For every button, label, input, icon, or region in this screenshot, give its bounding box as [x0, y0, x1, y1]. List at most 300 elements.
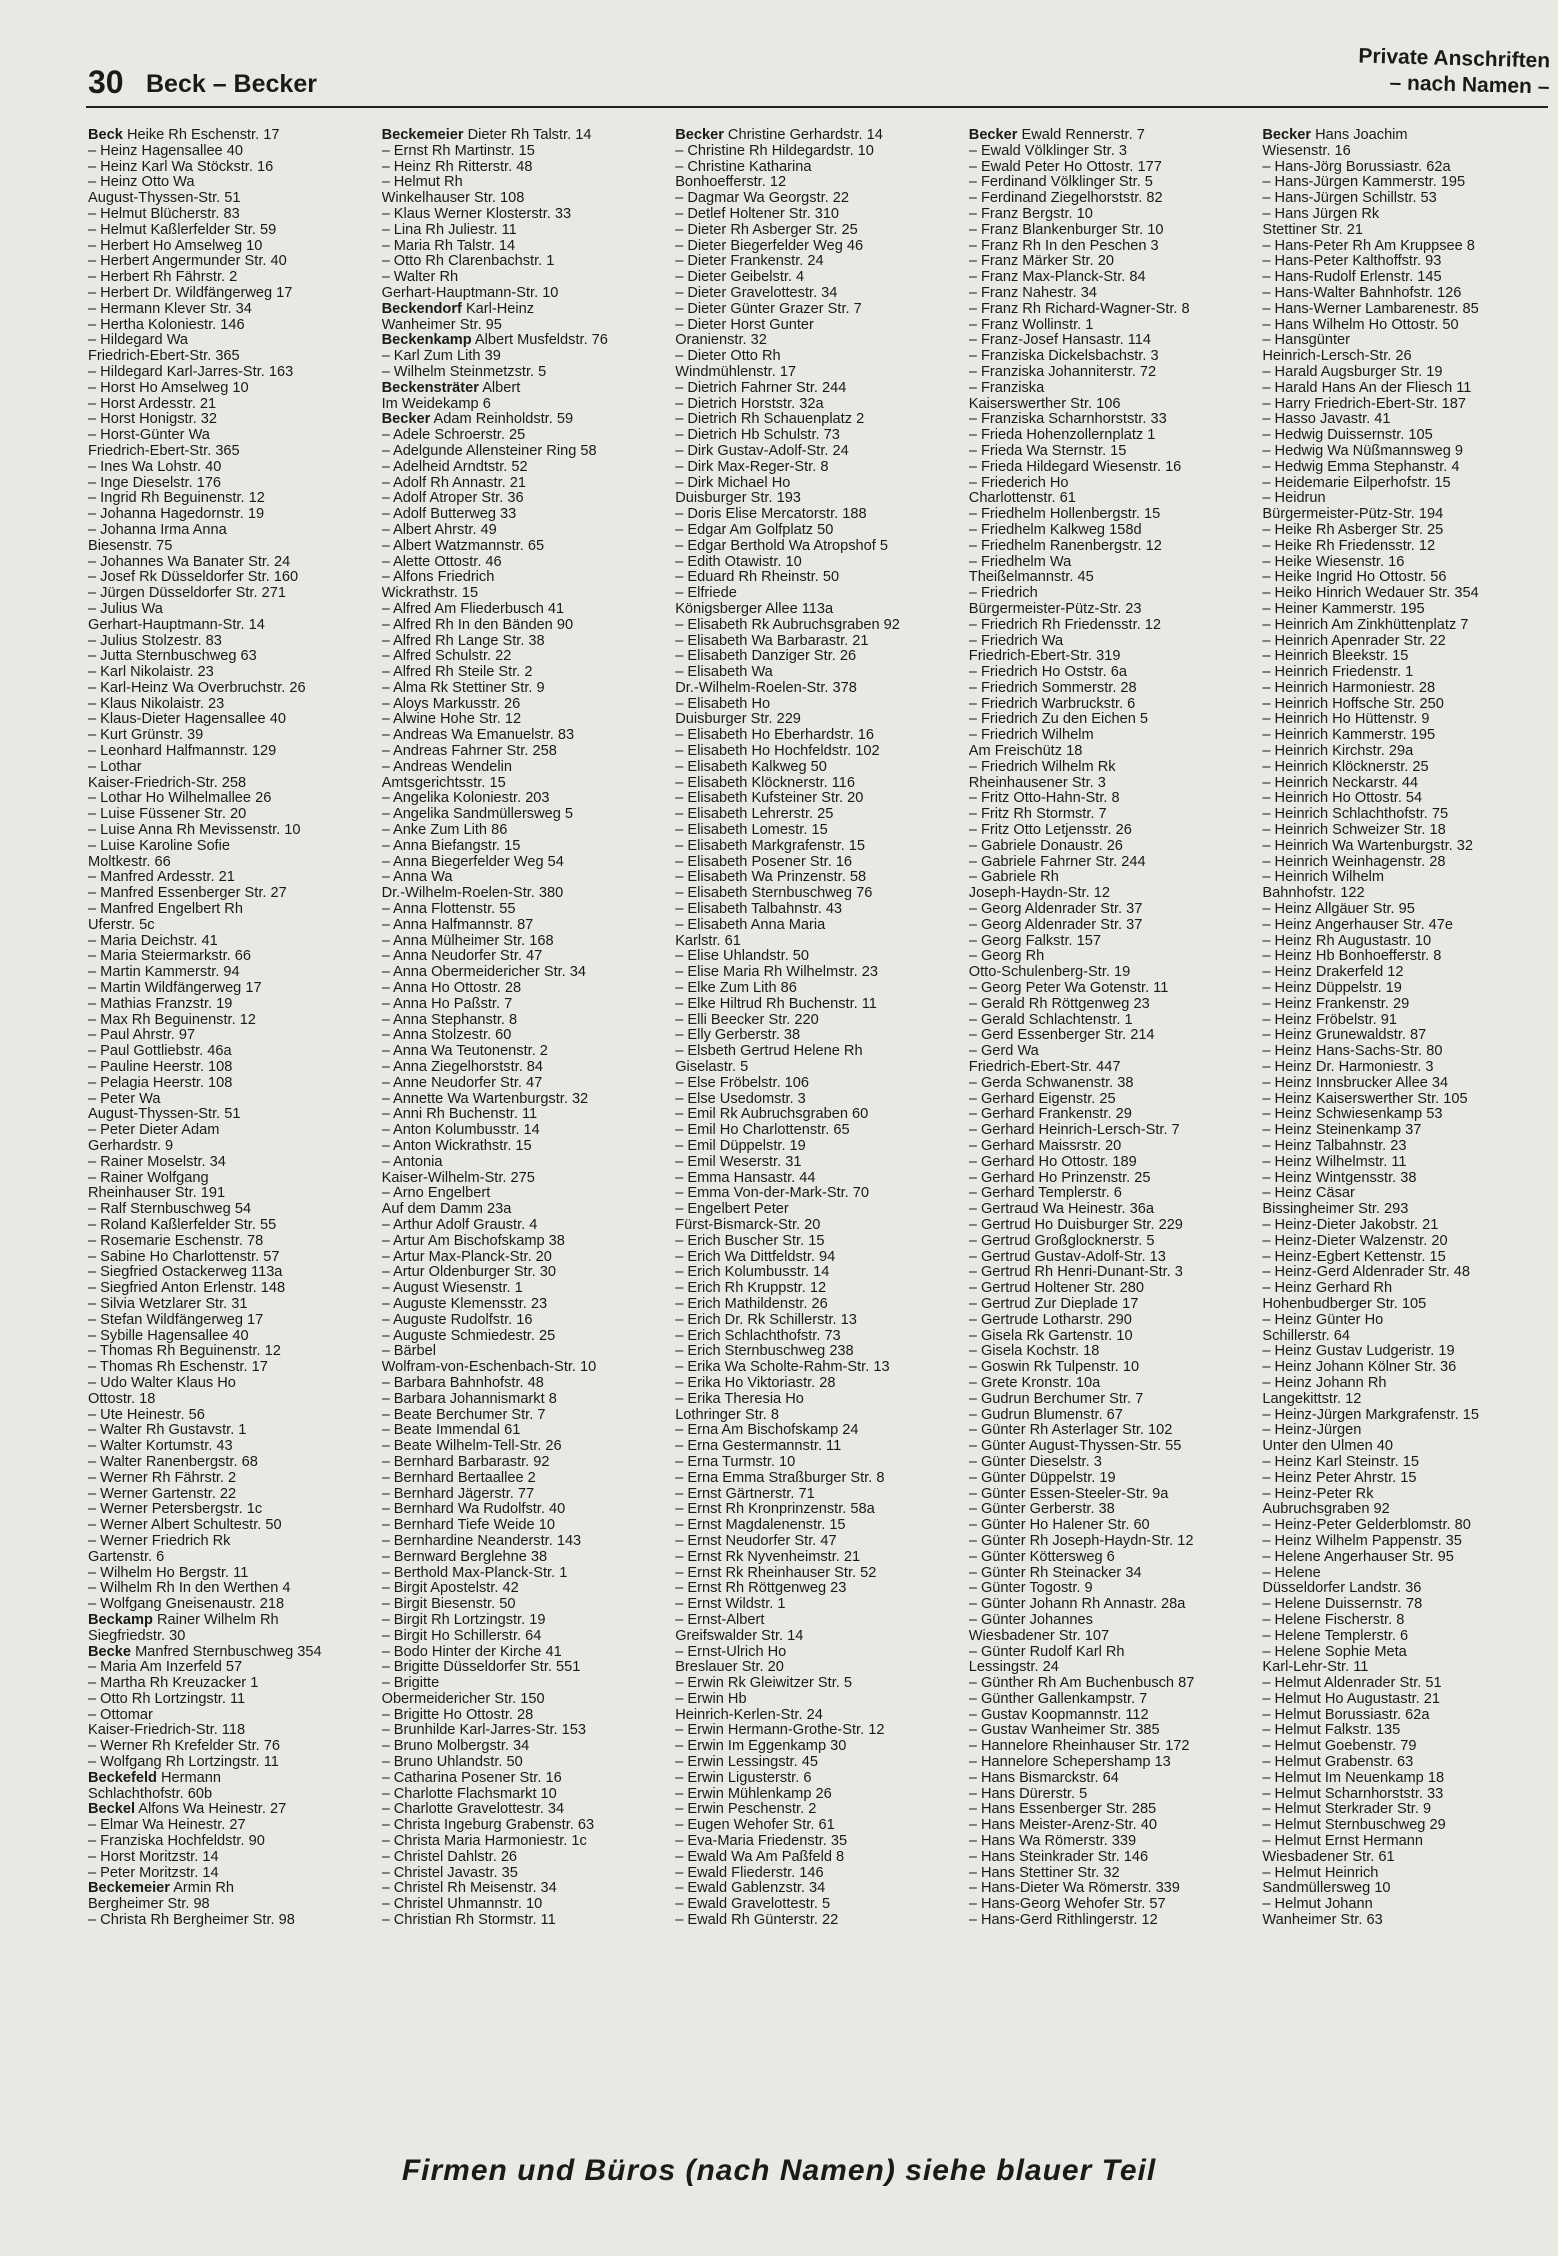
entry-text: – Ewald Peter Ho Ottostr. 177	[968, 159, 1162, 175]
list-item	[675, 570, 969, 586]
list-item	[969, 1297, 1263, 1313]
surname-heading: Beckenkamp	[381, 333, 472, 349]
list-item	[675, 349, 969, 365]
list-item	[675, 1123, 969, 1139]
entry-text: – Manfred Ardesstr. 21	[88, 870, 235, 886]
entry-text: – Anna Obermeidericher Str. 34	[381, 965, 587, 981]
list-item	[382, 1850, 676, 1866]
entry-text: – Franziska	[968, 380, 1045, 396]
list-item	[1262, 1471, 1556, 1487]
entry-text: – Adolf Atroper Str. 36	[381, 491, 524, 507]
entry-text: – Hans-Jürgen Schillstr. 53	[1262, 191, 1437, 207]
list-item	[969, 618, 1263, 634]
list-item	[1262, 1265, 1556, 1281]
entry-text: – Ewald Völklinger Str. 3	[968, 143, 1127, 159]
entry-text: Armin Rh	[169, 1881, 235, 1897]
list-item	[969, 586, 1263, 602]
list-item	[1262, 997, 1556, 1013]
entry-text: – Günter Togostr. 9	[968, 1581, 1093, 1597]
entry-text: – Rosemarie Eschenstr. 78	[88, 1233, 264, 1249]
list-item	[969, 1265, 1263, 1281]
entry-text: Winkelhauser Str. 108	[381, 191, 525, 207]
entry-text: Bahnhofstr. 122	[1262, 886, 1365, 902]
list-item	[382, 1866, 676, 1882]
list-item	[675, 476, 969, 492]
entry-text: – Helmut Sternbuschweg 29	[1262, 1818, 1446, 1834]
list-item	[675, 1550, 969, 1566]
list-item	[675, 412, 969, 428]
entry-text: – Heinz Rh Augustastr. 10	[1262, 933, 1432, 949]
list-item	[969, 1376, 1263, 1392]
entry-text: – Dieter Horst Gunter	[675, 317, 814, 333]
list-item	[88, 697, 382, 713]
entry-text: – Albert Watzmannstr. 65	[381, 538, 545, 554]
list-item	[1262, 365, 1556, 381]
entry-text: – Elisabeth Lehrerstr. 25	[675, 807, 834, 823]
list-item	[88, 223, 382, 239]
list-item	[382, 1107, 676, 1123]
entry-text: – Franz Rh Richard-Wagner-Str. 8	[968, 301, 1190, 317]
list-item	[1262, 1013, 1556, 1029]
entry-text: – Bernhard Tiefe Weide 10	[381, 1518, 555, 1534]
list-item	[675, 1771, 969, 1787]
list-item	[382, 1613, 676, 1629]
list-item	[1262, 1060, 1556, 1076]
list-item	[969, 1550, 1263, 1566]
list-item	[88, 1518, 382, 1534]
entry-text: Obermeidericher Str. 150	[381, 1691, 545, 1707]
list-item	[88, 318, 382, 334]
entry-text: – Ernst Gärtnerstr. 71	[675, 1486, 815, 1502]
entry-text: Bonhoefferstr. 12	[675, 175, 787, 191]
entry-text: – Hans Meister-Arenz-Str. 40	[968, 1818, 1157, 1834]
entry-text: – Eugen Wehofer Str. 61	[675, 1818, 835, 1834]
list-item	[969, 1028, 1263, 1044]
list-item	[88, 428, 382, 444]
list-item	[675, 254, 969, 270]
entry-text: – Bernhard Barbarastr. 92	[381, 1454, 550, 1470]
entry-text: – Lothar	[88, 759, 142, 775]
entry-text: – Elise Maria Rh Wilhelmstr. 23	[675, 965, 878, 981]
list-item	[88, 349, 382, 365]
surname-heading: Becker	[968, 128, 1018, 143]
entry-text: – Günter Johannes	[968, 1612, 1093, 1628]
list-item	[382, 381, 676, 397]
entry-text: – Frieda Wa Sternstr. 15	[968, 443, 1127, 459]
entry-text: – Heinz Innsbrucker Allee 34	[1262, 1075, 1449, 1091]
list-item	[675, 807, 969, 823]
list-item	[1262, 523, 1556, 539]
list-item	[969, 318, 1263, 334]
entry-text: – Heinrich Hoffsche Str. 250	[1262, 696, 1444, 712]
list-item	[88, 934, 382, 950]
entry-text: – Angelika Koloniestr. 203	[381, 791, 550, 807]
list-item	[969, 460, 1263, 476]
entry-text: – Gisela Rk Gartenstr. 10	[968, 1328, 1133, 1344]
entry-text: – Harry Friedrich-Ebert-Str. 187	[1262, 396, 1466, 412]
entry-text: – Adele Schroerstr. 25	[381, 428, 526, 444]
list-item	[1262, 902, 1556, 918]
list-item	[1262, 144, 1556, 160]
list-item	[969, 934, 1263, 950]
entry-text: – Erwin Rk Gleiwitzer Str. 5	[675, 1676, 852, 1692]
entry-text: – Erwin Peschenstr. 2	[675, 1802, 817, 1818]
surname-heading: Beckel	[88, 1802, 136, 1818]
entry-text: – Heinz-Egbert Kettenstr. 15	[1262, 1249, 1446, 1265]
entry-text: – Lothar Ho Wilhelmallee 26	[88, 791, 272, 807]
entry-text: – Heiko Hinrich Wedauer Str. 354	[1262, 586, 1479, 602]
list-item	[1262, 1818, 1556, 1834]
list-item	[675, 1092, 969, 1108]
entry-text: – Karl Nikolaistr. 23	[88, 665, 214, 681]
list-item	[88, 1313, 382, 1329]
entry-text: – Bernhard Bertaallee 2	[381, 1470, 536, 1486]
entry-text: – Walter Rh	[381, 270, 459, 286]
entry-text: – Birgit Ho Schillerstr. 64	[381, 1628, 542, 1644]
list-item	[382, 1645, 676, 1661]
list-item	[382, 634, 676, 650]
list-item	[88, 302, 382, 318]
entry-text: – Heinrich Harmoniestr. 28	[1262, 680, 1436, 696]
page-number: 30	[88, 64, 124, 100]
entry-text: – Heinz Hans-Sachs-Str. 80	[1262, 1044, 1443, 1060]
surname-heading: Becker	[381, 412, 431, 428]
list-item	[382, 886, 676, 902]
entry-text: – Elke Hiltrud Rh Buchenstr. 11	[675, 996, 877, 1012]
list-item	[382, 412, 676, 428]
entry-text: – Heinz-Peter Rk	[1262, 1486, 1374, 1502]
entry-text: – Helmut Aldenrader Str. 51	[1262, 1676, 1442, 1692]
entry-text: Amtsgerichtsstr. 15	[381, 775, 506, 791]
entry-text: – Wilhelm Rh In den Werthen 4	[88, 1581, 291, 1597]
list-item	[88, 1487, 382, 1503]
entry-text: Moltkestr. 66	[88, 854, 171, 870]
list-item	[382, 239, 676, 255]
entry-text: Karlstr. 61	[675, 933, 741, 949]
list-item	[969, 949, 1263, 965]
entry-text: – Helmut Grabenstr. 63	[1262, 1755, 1414, 1771]
entry-text: – Heinz Karl Wa Stöckstr. 16	[88, 159, 274, 175]
list-item	[88, 823, 382, 839]
list-item	[88, 1755, 382, 1771]
entry-text: – Gerhard Heinrich-Lersch-Str. 7	[968, 1123, 1180, 1139]
list-item	[1262, 712, 1556, 728]
list-item	[88, 618, 382, 634]
list-item	[969, 1597, 1263, 1613]
list-item	[88, 1534, 382, 1550]
entry-text: – Grete Kronstr. 10a	[968, 1375, 1101, 1391]
entry-text: – Fritz Otto Letjensstr. 26	[968, 823, 1132, 839]
entry-text: – Werner Rh Krefelder Str. 76	[88, 1739, 280, 1755]
list-item	[675, 1281, 969, 1297]
entry-text: Theißelmannstr. 45	[968, 570, 1094, 586]
list-item	[969, 144, 1263, 160]
list-item	[382, 555, 676, 571]
entry-text: – Harald Augsburger Str. 19	[1262, 364, 1443, 380]
list-item	[382, 1313, 676, 1329]
entry-text: – Gerd Wa	[968, 1044, 1039, 1060]
entry-text: – Herbert Rh Fährstr. 2	[88, 270, 238, 286]
entry-text: – Werner Gartenstr. 22	[88, 1486, 237, 1502]
entry-text: Manfred Sternbuschweg 354	[131, 1644, 322, 1660]
list-item	[969, 1866, 1263, 1882]
entry-text: – Gerald Schlachtenstr. 1	[968, 1012, 1133, 1028]
entry-text: Fürst-Bismarck-Str. 20	[675, 1217, 821, 1233]
list-item	[382, 839, 676, 855]
list-item	[382, 444, 676, 460]
entry-text: – Alfred Rh Lange Str. 38	[381, 633, 545, 649]
list-item	[382, 697, 676, 713]
entry-text: – Friedrich Ho Oststr. 6a	[968, 665, 1127, 681]
entry-text: – Heike Rh Friedensstr. 12	[1262, 538, 1436, 554]
entry-text: – Helene	[1262, 1565, 1321, 1581]
list-item	[88, 744, 382, 760]
entry-text: – Heinz Wintgensstr. 38	[1262, 1170, 1417, 1186]
entry-text: – Heinz Fröbelstr. 91	[1262, 1012, 1398, 1028]
list-item	[1262, 1044, 1556, 1060]
list-item	[969, 1092, 1263, 1108]
list-item	[88, 918, 382, 934]
list-item	[1262, 697, 1556, 713]
list-item	[969, 665, 1263, 681]
entry-text: Unter den Ulmen 40	[1262, 1439, 1393, 1455]
list-item	[88, 397, 382, 413]
entry-text: – Brunhilde Karl-Jarres-Str. 153	[381, 1723, 586, 1739]
list-item	[382, 507, 676, 523]
list-item	[675, 207, 969, 223]
list-item	[1262, 1550, 1556, 1566]
list-item	[675, 823, 969, 839]
entry-text: – Emil Rk Aubruchsgraben 60	[675, 1107, 869, 1123]
entry-text: – Hans-Peter Kalthoffstr. 93	[1262, 254, 1442, 270]
entry-text: – Erwin Hb	[675, 1691, 747, 1707]
entry-text: – Anna Ziegelhorststr. 84	[381, 1060, 544, 1076]
entry-text: – Julius Stolzestr. 83	[88, 633, 222, 649]
list-item	[382, 1676, 676, 1692]
entry-text: Auf dem Damm 23a	[381, 1202, 512, 1218]
list-item	[1262, 1392, 1556, 1408]
list-item	[382, 1408, 676, 1424]
entry-text: – Ute Heinestr. 56	[88, 1407, 205, 1423]
entry-text: – Roland Kaßlerfelder Str. 55	[88, 1217, 277, 1233]
list-item	[969, 902, 1263, 918]
entry-text: – Heinrich Weinhagenstr. 28	[1262, 854, 1446, 870]
header-rule	[86, 106, 1548, 108]
list-item	[382, 918, 676, 934]
list-item	[675, 1392, 969, 1408]
entry-text: – Heinz Schwiesenkamp 53	[1262, 1107, 1443, 1123]
entry-text: – Werner Petersbergstr. 1c	[88, 1502, 263, 1518]
entry-text: – Heinrich Kirchstr. 29a	[1262, 744, 1414, 760]
entry-text: Giselastr. 5	[675, 1060, 749, 1076]
entry-text: – Heinz Gustav Ludgeristr. 19	[1262, 1344, 1455, 1360]
entry-text: – Helene Angerhauser Str. 95	[1262, 1549, 1454, 1565]
list-item	[969, 523, 1263, 539]
entry-text: – Elmar Wa Heinestr. 27	[88, 1818, 246, 1834]
entry-text: – Dagmar Wa Georgstr. 22	[675, 191, 850, 207]
entry-text: – Heinrich Wa Wartenburgstr. 32	[1262, 838, 1473, 854]
list-item	[382, 1787, 676, 1803]
list-item	[88, 949, 382, 965]
entry-text: – Thomas Rh Beguinenstr. 12	[88, 1344, 281, 1360]
entry-text: – Heinrich Kammerstr. 195	[1262, 728, 1436, 744]
list-item	[382, 1028, 676, 1044]
list-item	[1262, 1107, 1556, 1123]
list-item	[382, 191, 676, 207]
entry-text: – Heinrich Schweizer Str. 18	[1262, 823, 1446, 839]
list-item	[1262, 1344, 1556, 1360]
entry-text: – Eduard Rh Rheinstr. 50	[675, 570, 840, 586]
entry-text: – Heinrich Klöcknerstr. 25	[1262, 759, 1429, 775]
entry-text: – Angelika Sandmüllersweg 5	[381, 807, 574, 823]
list-item	[88, 1186, 382, 1202]
entry-text: – Helmut Ernst Hermann	[1262, 1834, 1423, 1850]
list-item	[1262, 1313, 1556, 1329]
entry-text: – Anni Rh Buchenstr. 11	[381, 1107, 538, 1123]
entry-text: – Klaus Werner Klosterstr. 33	[381, 206, 572, 222]
list-item	[88, 1107, 382, 1123]
entry-text: – Heinrich Friedenstr. 1	[1262, 665, 1414, 681]
list-item	[88, 539, 382, 555]
entry-text: Friedrich-Ebert-Str. 365	[88, 443, 240, 459]
list-item	[969, 191, 1263, 207]
entry-text: – Alfred Schulstr. 22	[381, 649, 512, 665]
list-item	[675, 618, 969, 634]
list-item	[675, 286, 969, 302]
entry-text: – Günter Johann Rh Annastr. 28a	[968, 1597, 1186, 1613]
list-item	[1262, 397, 1556, 413]
list-item	[88, 1834, 382, 1850]
entry-text: – Friedhelm Hollenbergstr. 15	[968, 507, 1161, 523]
list-item	[1262, 1218, 1556, 1234]
list-item	[382, 1771, 676, 1787]
list-item	[88, 1139, 382, 1155]
entry-text: – Werner Friedrich Rk	[88, 1533, 231, 1549]
list-item	[382, 1818, 676, 1834]
list-item	[1262, 681, 1556, 697]
entry-text: Biesenstr. 75	[88, 538, 173, 554]
list-item	[1262, 333, 1556, 349]
entry-text: – Alfred Am Fliederbusch 41	[381, 601, 565, 617]
list-item	[969, 697, 1263, 713]
list-item	[1262, 1234, 1556, 1250]
entry-text: Christine Gerhardstr. 14	[723, 128, 883, 143]
entry-text: – Gertrud Ho Duisburger Str. 229	[968, 1217, 1183, 1233]
list-item	[88, 1250, 382, 1266]
list-item	[969, 1676, 1263, 1692]
entry-text: – Friedhelm Ranenbergstr. 12	[968, 538, 1162, 554]
list-item	[1262, 1787, 1556, 1803]
entry-text: – Bernhard Wa Rudolfstr. 40	[381, 1502, 566, 1518]
entry-text: – Gerhard Frankenstr. 29	[968, 1107, 1132, 1123]
list-item	[969, 1534, 1263, 1550]
entry-text: – Erna Am Bischofskamp 24	[675, 1423, 859, 1439]
entry-text: – Martin Kammerstr. 94	[88, 965, 240, 981]
list-item	[1262, 207, 1556, 223]
list-item	[88, 1076, 382, 1092]
entry-text: – Heinrich Ho Ottostr. 54	[1262, 791, 1423, 807]
entry-text: Alfons Wa Heinestr. 27	[135, 1802, 287, 1818]
entry-text: – Heinz Johann Kölner Str. 36	[1262, 1360, 1457, 1376]
list-item	[969, 1139, 1263, 1155]
entry-text: – Erwin Lessingstr. 45	[675, 1755, 818, 1771]
entry-text: – Helmut Sterkrader Str. 9	[1262, 1802, 1432, 1818]
list-item	[969, 397, 1263, 413]
surname-heading: Beckensträter	[381, 380, 479, 396]
list-item	[969, 286, 1263, 302]
entry-text: – Heinrich Apenrader Str. 22	[1262, 633, 1446, 649]
entry-text: – Gerhard Maissrstr. 20	[968, 1139, 1122, 1154]
entry-text: – Friedrich	[968, 586, 1038, 602]
list-item	[88, 791, 382, 807]
list-item	[88, 760, 382, 776]
list-item	[969, 1186, 1263, 1202]
entry-text: – Detlef Holtener Str. 310	[675, 206, 840, 222]
entry-text: – Hasso Javastr. 41	[1262, 412, 1391, 428]
entry-text: – Horst-Günter Wa	[88, 428, 210, 444]
list-item	[88, 1566, 382, 1582]
list-item	[382, 1518, 676, 1534]
list-item	[1262, 1123, 1556, 1139]
entry-text: – Christine Katharina	[675, 159, 812, 175]
list-item	[969, 855, 1263, 871]
entry-text: – Ewald Wa Am Paßfeld 8	[675, 1849, 845, 1865]
list-item	[88, 491, 382, 507]
entry-text: – Hans-Werner Lambarenestr. 85	[1262, 301, 1479, 317]
entry-text: – Lina Rh Juliestr. 11	[381, 222, 517, 238]
entry-text: – Annette Wa Wartenburgstr. 32	[381, 1091, 589, 1107]
entry-text: – Hildegard Wa	[88, 333, 189, 349]
list-item	[675, 918, 969, 934]
list-item	[969, 349, 1263, 365]
list-item	[1262, 1645, 1556, 1661]
list-item	[969, 160, 1263, 176]
entry-text: – Heinz Talbahnstr. 23	[1262, 1139, 1407, 1154]
list-item	[969, 1155, 1263, 1171]
entry-text: – Helene Templerstr. 6	[1262, 1628, 1409, 1644]
entry-text: Stettiner Str. 21	[1262, 222, 1363, 238]
entry-text: – Dieter Rh Asberger Str. 25	[675, 222, 858, 238]
entry-text: Uferstr. 5c	[88, 917, 155, 933]
entry-text: – Siegfried Anton Erlenstr. 148	[88, 1281, 286, 1297]
entry-text: – Elisabeth Ho	[675, 696, 771, 712]
list-item	[382, 1123, 676, 1139]
list-item	[969, 570, 1263, 586]
entry-text: – Erich Kolumbusstr. 14	[675, 1265, 830, 1281]
list-item	[969, 1281, 1263, 1297]
entry-text: – Horst Ho Amselweg 10	[88, 380, 249, 396]
entry-text: – Heinz Wilhelm Pappenstr. 35	[1262, 1533, 1462, 1549]
entry-text: – Johannes Wa Banater Str. 24	[88, 554, 291, 570]
list-item	[88, 1913, 382, 1929]
entry-text: – Gabriele Fahrner Str. 244	[968, 854, 1146, 870]
list-item	[88, 1376, 382, 1392]
entry-text: – Helmut Rh	[381, 175, 463, 191]
entry-text: – Erich Sternbuschweg 238	[675, 1344, 854, 1360]
list-item	[88, 1234, 382, 1250]
entry-text: – Frieda Hildegard Wiesenstr. 16	[968, 459, 1182, 475]
entry-text: – Mathias Franzstr. 19	[88, 996, 233, 1012]
entry-text: – Andreas Wa Emanuelstr. 83	[381, 728, 575, 744]
entry-text: – Heinrich Ho Hüttenstr. 9	[1262, 712, 1430, 728]
list-item	[1262, 1850, 1556, 1866]
list-item	[969, 1739, 1263, 1755]
list-item	[382, 570, 676, 586]
list-item	[675, 586, 969, 602]
surname-heading: Beckendorf	[381, 301, 462, 317]
list-item	[675, 1028, 969, 1044]
list-item	[675, 981, 969, 997]
